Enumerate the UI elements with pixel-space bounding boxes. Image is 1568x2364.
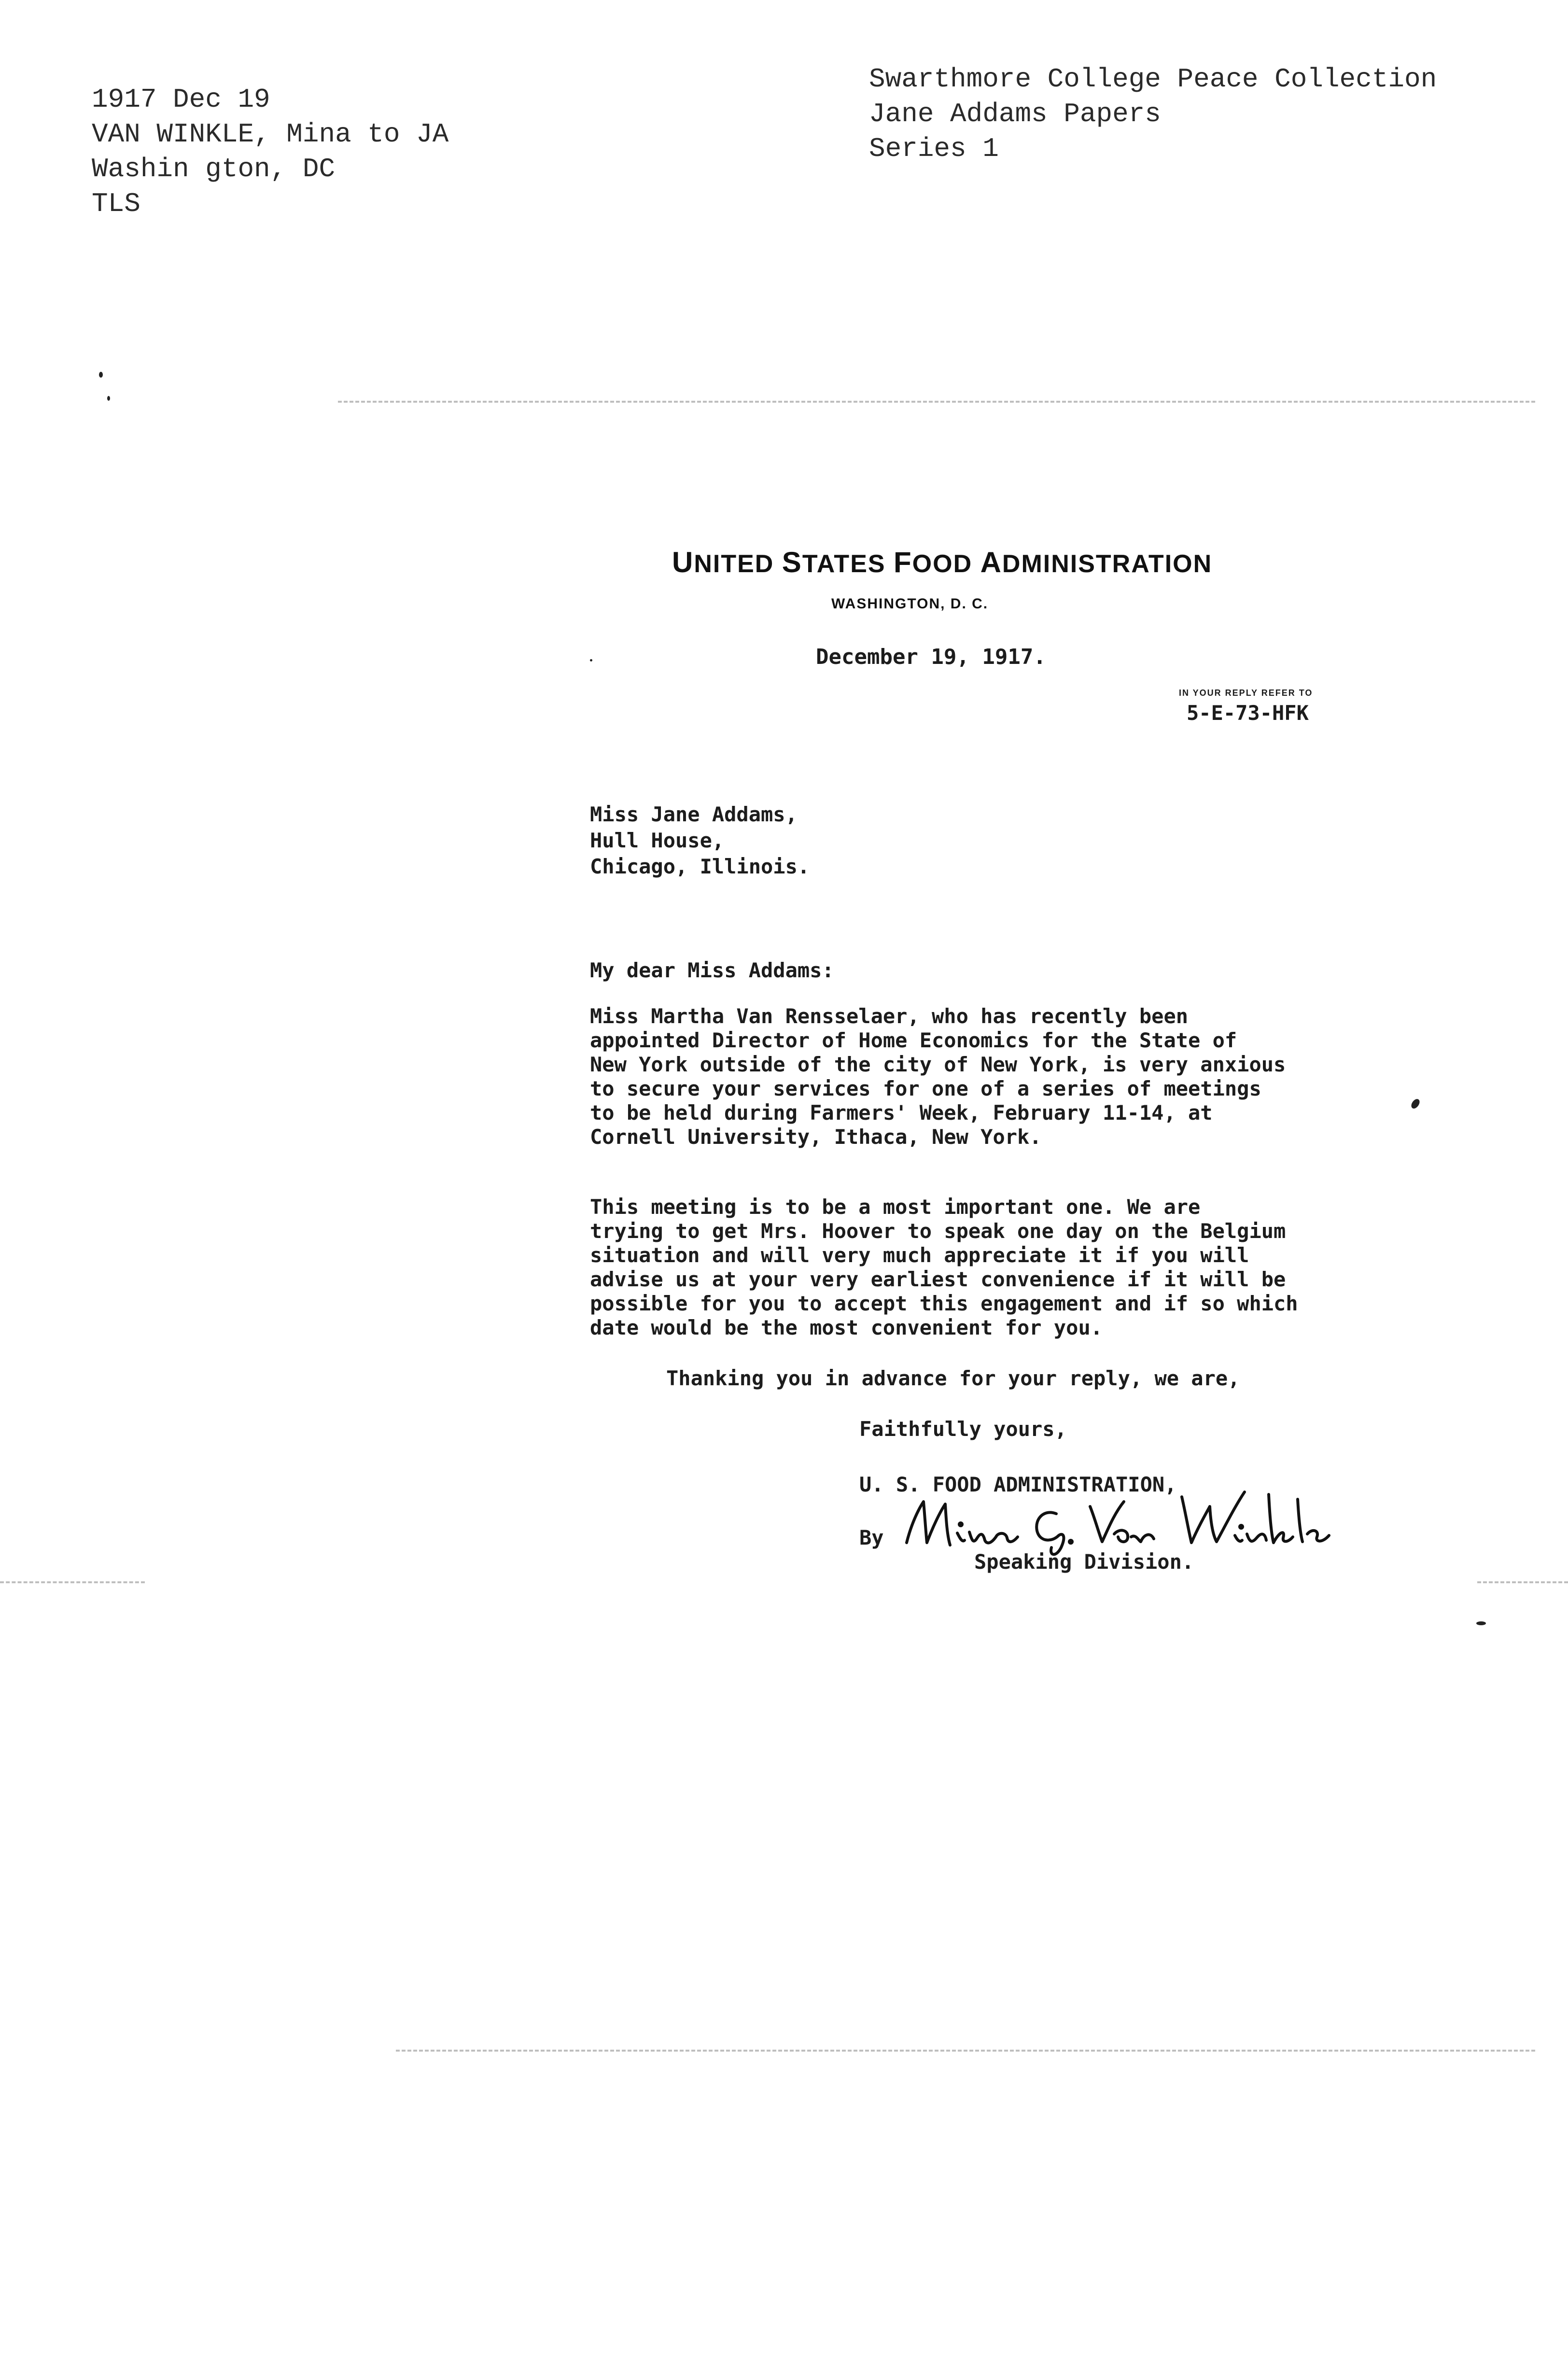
inside-address bbox=[590, 802, 810, 880]
catalog-date: 1917 Dec 19 bbox=[92, 84, 270, 115]
paragraph-line: Cornell University, Ithaca, New York. bbox=[590, 1125, 1042, 1149]
catalog-papers: Jane Addams Papers bbox=[869, 98, 1161, 129]
letter-date: December 19, 1917. bbox=[816, 645, 1046, 669]
paragraph-line: to be held during Farmers' Week, February 11-14, at bbox=[590, 1101, 1213, 1125]
paragraph-line: to secure your services for one of a series of meetings bbox=[590, 1077, 1261, 1100]
paragraph-line: situation and will very much appreciate it if you will bbox=[590, 1243, 1249, 1267]
catalog-series: Series 1 bbox=[869, 133, 999, 164]
letterhead-rest-1: NITED bbox=[694, 550, 782, 578]
body-paragraph-2 bbox=[590, 1195, 1298, 1340]
catalog-label-left bbox=[92, 82, 448, 221]
letterhead-rest-4: DMINISTRATION bbox=[1002, 550, 1213, 578]
sheet-edge-bottom bbox=[396, 2050, 1535, 2052]
paragraph-line: trying to get Mrs. Hoover to speak one day on the Belgium bbox=[590, 1219, 1286, 1243]
scan-speck bbox=[99, 372, 103, 378]
letterhead-cap-1: U bbox=[672, 546, 694, 578]
address-line: Hull House, bbox=[590, 829, 725, 852]
letterhead-title bbox=[672, 546, 1212, 579]
paragraph-line: possible for you to accept this engagement and if so which bbox=[590, 1292, 1298, 1315]
letterhead-cap-2: S bbox=[782, 546, 802, 578]
address-line: Miss Jane Addams, bbox=[590, 802, 798, 826]
letterhead-cap-4: A bbox=[980, 546, 1002, 578]
paragraph-line: This meeting is to be a most important one. We are bbox=[590, 1195, 1201, 1219]
paragraph-line: New York outside of the city of New York, is very anxious bbox=[590, 1053, 1286, 1076]
letterhead-place: WASHINGTON, D. C. bbox=[831, 596, 989, 612]
signatory-organization: U. S. FOOD ADMINISTRATION, bbox=[859, 1473, 1177, 1496]
sheet-edge-left-middle bbox=[0, 1581, 145, 1583]
sheet-edge-top bbox=[338, 401, 1535, 403]
scan-speck bbox=[107, 396, 110, 401]
letterhead-rest-3: OOD bbox=[912, 550, 980, 578]
catalog-format: TLS bbox=[92, 188, 140, 219]
letterhead-cap-3: F bbox=[894, 546, 912, 578]
paragraph-line: date would be the most convenient for you. bbox=[590, 1316, 1103, 1339]
letterhead-rest-2: TATES bbox=[802, 550, 894, 578]
catalog-correspondents: VAN WINKLE, Mina to JA bbox=[92, 119, 449, 150]
scan-speck bbox=[1410, 1098, 1421, 1110]
paragraph-line: appointed Director of Home Economics for the State of bbox=[590, 1028, 1237, 1052]
reply-reference-code: 5-E-73-HFK bbox=[1187, 701, 1309, 725]
sheet-edge-right-middle bbox=[1477, 1581, 1568, 1583]
address-line: Chicago, Illinois. bbox=[590, 855, 810, 878]
by-label: By bbox=[859, 1526, 884, 1549]
paragraph-line: advise us at your very earliest convenience if it will be bbox=[590, 1267, 1286, 1291]
catalog-place: Washin gton, DC bbox=[92, 154, 336, 184]
complimentary-closing: Faithfully yours, bbox=[859, 1417, 1067, 1441]
catalog-collection: Swarthmore College Peace Collection bbox=[869, 64, 1437, 95]
scan-speck bbox=[590, 659, 592, 661]
scan-speck bbox=[1476, 1621, 1486, 1625]
signatory-division: Speaking Division. bbox=[974, 1550, 1194, 1574]
body-paragraph-1 bbox=[590, 1004, 1286, 1149]
paragraph-line: Miss Martha Van Rensselaer, who has recently been bbox=[590, 1004, 1189, 1028]
catalog-label-right bbox=[869, 62, 1437, 166]
body-paragraph-3: Thanking you in advance for your reply, we are, bbox=[666, 1366, 1240, 1390]
reply-reference-label: IN YOUR REPLY REFER TO bbox=[1179, 688, 1313, 698]
salutation: My dear Miss Addams: bbox=[590, 958, 834, 982]
